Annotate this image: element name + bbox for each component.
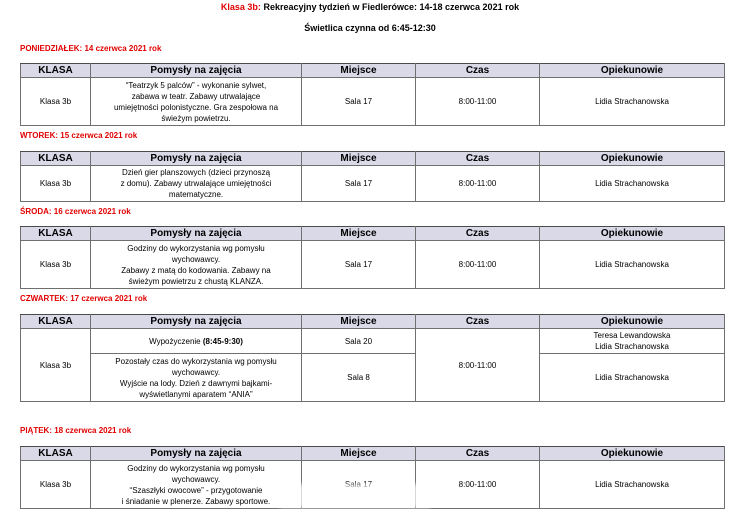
table-header-row	[21, 227, 725, 241]
idea-line: Dzień gier planszowych (dzieci przynoszą	[121, 168, 271, 177]
document-title	[0, 2, 740, 12]
day-label-thursday: CZWARTEK: 17 czerwca 2021 rok	[20, 294, 148, 303]
cell-carer: Lidia Strachanowska	[540, 78, 725, 126]
header-miejsce: Miejsce	[302, 315, 416, 329]
idea-line: Wyjście na lody. Dzień z dawnymi bajkami-	[119, 378, 273, 388]
cell-klasa: Klasa 3b	[21, 166, 91, 202]
carer-line: Lidia Strachanowska	[595, 342, 669, 351]
header-opiekunowie: Opiekunowie	[540, 315, 725, 329]
header-opiekunowie: Opiekunowie	[540, 227, 725, 241]
header-opiekunowie: Opiekunowie	[540, 64, 725, 78]
table-wednesday	[20, 226, 725, 289]
cell-time: 8:00-11:00	[416, 78, 540, 126]
header-pomysly: Pomysły na zajęcia	[91, 64, 302, 78]
idea-line: Zabawy z matą do kodowania. Zabawy na	[121, 265, 271, 275]
cell-klasa: Klasa 3b	[21, 78, 91, 126]
header-miejsce: Miejsce	[302, 152, 416, 166]
cell-place: Sala 20	[302, 329, 416, 354]
cell-place: Sala 17	[302, 166, 416, 202]
idea-line: wyświetlanymi aparatem “ANIA”	[139, 389, 253, 399]
idea-line: wychowawcy.	[171, 367, 221, 377]
header-czas: Czas	[416, 152, 540, 166]
cell-place: Sala 17	[302, 78, 416, 126]
idea-line: i śniadanie w plenerze. Zabawy sportowe.	[121, 496, 271, 506]
idea-line: umiejętności polonistyczne. Gra zespołowa na	[113, 102, 279, 112]
idea-line: Godziny do wykorzystania wg pomysłu	[127, 463, 265, 473]
cell-time: 8:00-11:00	[416, 461, 540, 509]
header-miejsce: Miejsce	[302, 447, 416, 461]
cell-idea	[91, 461, 302, 509]
table-row	[21, 241, 725, 289]
cell-klasa: Klasa 3b	[21, 461, 91, 509]
cell-idea	[91, 241, 302, 289]
cell-idea	[91, 329, 302, 354]
cell-idea	[91, 78, 302, 126]
day-label-wednesday: ŚRODA: 16 czerwca 2021 rok	[20, 207, 131, 216]
cell-idea	[91, 166, 302, 202]
header-klasa: KLASA	[21, 227, 91, 241]
idea-line: Godziny do wykorzystania wg pomysłu	[127, 243, 265, 253]
cell-time: 8:00-11:00	[416, 329, 540, 402]
header-pomysly: Pomysły na zajęcia	[91, 447, 302, 461]
idea-line: “Teatrzyk 5 palców” - wykonanie sylwet,	[125, 80, 267, 90]
idea-time: (8:45-9:30)	[202, 336, 243, 346]
cell-time: 8:00-11:00	[416, 166, 540, 202]
header-klasa: KLASA	[21, 447, 91, 461]
cell-place: Sala 17	[302, 241, 416, 289]
cell-carer: Lidia Strachanowska	[540, 241, 725, 289]
header-pomysly: Pomysły na zajęcia	[91, 227, 302, 241]
header-czas: Czas	[416, 227, 540, 241]
header-klasa: KLASA	[21, 64, 91, 78]
class-label: Klasa 3b:	[220, 2, 261, 12]
idea-prefix: Wypożyczenie	[149, 336, 203, 346]
cell-carer: Lidia Strachanowska	[540, 166, 725, 202]
header-klasa: KLASA	[21, 152, 91, 166]
idea-line: Pozostały czas do wykorzystania wg pomysłu	[115, 356, 277, 366]
day-label-friday: PIĄTEK: 18 czerwca 2021 rok	[20, 426, 132, 435]
table-header-row	[21, 152, 725, 166]
idea-line: świeżym powietrzu z chustą KLANZA.	[128, 276, 264, 286]
table-tuesday	[20, 151, 725, 202]
cell-carer: Lidia Strachanowska	[540, 461, 725, 509]
idea-line: wychowawcy.	[171, 254, 221, 264]
blur-overlay	[280, 484, 430, 508]
header-czas: Czas	[416, 447, 540, 461]
idea-line: zabawa w teatr. Zabawy utrwalające	[131, 91, 261, 101]
cell-idea	[91, 354, 302, 402]
title-text: Rekreacyjny tydzień w Fiedlerówce: 14-18 czerwca 2021 rok	[263, 2, 520, 12]
cell-carer: Lidia Strachanowska	[540, 354, 725, 402]
idea-line: “Szaszłyki owocowe” - przygotowanie	[129, 485, 263, 495]
carer-line: Teresa Lewandowska	[593, 331, 671, 340]
table-row	[21, 78, 725, 126]
cell-carer	[540, 329, 725, 354]
header-czas: Czas	[416, 315, 540, 329]
header-opiekunowie: Opiekunowie	[540, 152, 725, 166]
table-header-row	[21, 447, 725, 461]
table-monday	[20, 63, 725, 126]
day-label-tuesday: WTOREK: 15 czerwca 2021 rok	[20, 131, 138, 140]
header-pomysly: Pomysły na zajęcia	[91, 315, 302, 329]
cell-time: 8:00-11:00	[416, 241, 540, 289]
idea-line: wychowawcy.	[171, 474, 221, 484]
cell-klasa: Klasa 3b	[21, 329, 91, 402]
header-opiekunowie: Opiekunowie	[540, 447, 725, 461]
header-czas: Czas	[416, 64, 540, 78]
table-row	[21, 354, 725, 402]
header-klasa: KLASA	[21, 315, 91, 329]
idea-line: matematyczne.	[168, 190, 224, 199]
header-miejsce: Miejsce	[302, 64, 416, 78]
table-thursday	[20, 314, 725, 402]
idea-line: świeżym powietrzu.	[161, 113, 231, 123]
cell-klasa: Klasa 3b	[21, 241, 91, 289]
table-header-row	[21, 315, 725, 329]
table-row	[21, 166, 725, 202]
document-subtitle: Świetlica czynna od 6:45-12:30	[304, 23, 436, 33]
day-label-monday: PONIEDZIAŁEK: 14 czerwca 2021 rok	[20, 44, 162, 53]
header-pomysly: Pomysły na zajęcia	[91, 152, 302, 166]
idea-line: z domu). Zabawy utrwalające umiejętności	[120, 179, 272, 188]
table-row	[21, 329, 725, 354]
table-header-row	[21, 64, 725, 78]
cell-place: Sala 8	[302, 354, 416, 402]
header-miejsce: Miejsce	[302, 227, 416, 241]
